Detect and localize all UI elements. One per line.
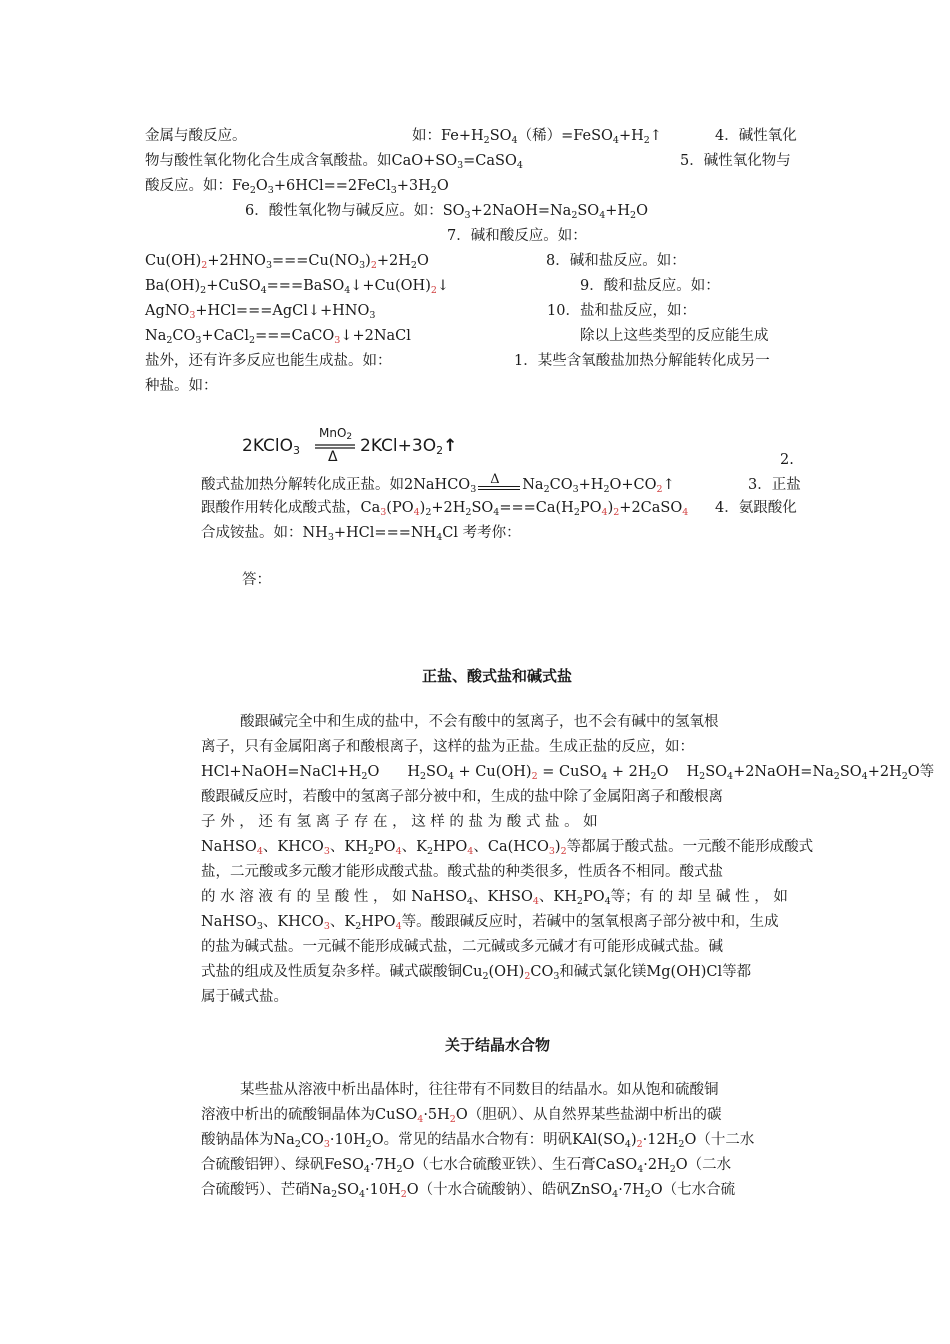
section-title-hydrates: 关于结晶水合物 [445, 1036, 551, 1054]
paragraph-line: $HCl+NaOH=NaCl+H_2O$ $H_2SO_4 + Cu(OH)_2$ = CuSO$_4$ + $2H_2O$ $H_2SO_4+2NaOH=Na_2SO_4+2H_2O$等 [201, 764, 935, 782]
text-line-1b: 如：$Fe+H_2SO_4$（稀）$=FeSO_4+H_2↑$ [412, 128, 662, 146]
text-line-10b: 1．某些含氧酸盐加热分解能转化成另一 [514, 353, 770, 369]
answer-label: 答： [242, 572, 271, 588]
paragraph-line: 合硫酸铝钾）、绿矾$FeSO_4\cdot 7H_2O$（七水合硫酸亚铁）、生石膏$CaSO_4\cdot 2H_2O$（二水 [201, 1157, 732, 1175]
text-line-3: 酸反应。如：$Fe_2O_3+6HCl==2FeCl_3+3H_2O$ [145, 178, 449, 196]
text-line-1c: 4．碱性氧化 [715, 128, 797, 144]
paragraph-line: 某些盐从溶液中析出晶体时，往往带有不同数目的结晶水。如从饱和硫酸铜 [240, 1082, 719, 1098]
paragraph-line: 的 水 溶 液 有 的 呈 酸 性 ， 如 NaHSO$_4$、$KHSO_4$、$KH_2PO_4$等；有 的 却 呈 碱 性 ， 如 [201, 889, 788, 907]
text-line-m1: 酸式盐加热分解转化成正盐。如2NaHCO$_3$ Δ $Na_2CO_3+H_2O+CO_2↑$ [201, 472, 675, 495]
paragraph-line: 属于碱式盐。 [201, 989, 288, 1005]
text-line-1a: 金属与酸反应。 [145, 128, 247, 144]
text-line-4: 6．酸性氧化物与碱反应。如：$SO_3+2NaOH=Na_2SO_4+H_2O$ [245, 203, 648, 221]
paragraph-line: 盐，二元酸或多元酸才能形成酸式盐。酸式盐的种类很多，性质各不相同。酸式盐 [201, 864, 723, 880]
text-line-8r: 10．盐和盐反应，如： [547, 303, 696, 319]
text-line-2a: 物与酸性氧化物化合生成含氧酸盐。如$CaO+SO_3=CaSO_4$ [145, 153, 523, 171]
equation-left: 2KClO3 [242, 436, 301, 457]
paragraph-line: 式盐的组成及性质复杂多样。碱式碳酸铜$Cu_2(OH)_2CO_3$和碱式氯化镁Mg(OH)Cl等都 [201, 964, 752, 982]
paragraph-line: 的盐为碱式盐。一元碱不能形成碱式盐，二元碱或多元碱才有可能形成碱式盐。碱 [201, 939, 723, 955]
equation-right: 2KCl+3O2↑ [360, 436, 458, 457]
text-line-10a: 盐外，还有许多反应也能生成盐。如： [145, 353, 392, 369]
paragraph-line: 离子，只有金属阳离子和酸根离子，这样的盐为正盐。生成正盐的反应，如： [201, 739, 694, 755]
decomposition-equation [242, 428, 502, 468]
text-line-m3: 合成铵盐。如：$NH_3+HCl===NH_4Cl$ 考考你： [201, 525, 521, 543]
text-line-2b: 5．碱性氧化物与 [680, 153, 791, 169]
text-line-5: 7．碱和酸反应。如： [447, 228, 587, 244]
heat-arrow: Δ [476, 476, 522, 494]
text-line-9r: 除以上这些类型的反应能生成 [580, 328, 769, 344]
text-line-9: $Na_2CO_3+CaCl_2===CaCO_3↓+2NaCl$ [145, 328, 411, 346]
text-line-6: $Cu(OH)_2+2HNO_3===Cu(NO_3)_2+2H_2O$ [145, 253, 429, 271]
paragraph-line: 酸跟碱完全中和生成的盐中，不会有酸中的氢离子，也不会有碱中的氢氧根 [240, 714, 719, 730]
equation-heat: Δ [328, 449, 338, 465]
text-line-7: $Ba(OH)_2+CuSO_4===BaSO_4↓+Cu(OH)_2↓$ [145, 278, 450, 296]
paragraph-line: 酸钠晶体为$Na_2CO_3\cdot 10H_2O$。常见的结晶水合物有：明矾$KAl(SO_4)_2\cdot 12H_2O$（十二水 [201, 1132, 755, 1150]
equation-catalyst: MnO2 [319, 426, 353, 442]
paragraph-line: 溶液中析出的硫酸铜晶体为$CuSO_4\cdot 5H_2O$（胆矾）、从自然界某些盐湖中析出的碳 [201, 1107, 722, 1125]
paragraph-line: 子 外 ， 还 有 氢 离 子 存 在 ， 这 样 的 盐 为 酸 式 盐 。 如 [201, 814, 598, 830]
section-title-salts: 正盐、酸式盐和碱式盐 [422, 667, 573, 685]
text-line-7r: 9．酸和盐反应。如： [580, 278, 720, 294]
paragraph-line: NaHSO$_3$、$KHCO_3$、$K_2HPO_4$等。酸跟碱反应时，若碱中的氢氧根离子部分被中和，生成 [201, 914, 779, 932]
text-line-6r: 8．碱和盐反应。如： [546, 253, 686, 269]
text-line-8: $AgNO_3+HCl===AgCl↓+HNO_3$ [145, 303, 376, 321]
text-line-m1r: 3．正盐 [748, 477, 801, 493]
text-line-m2: 跟酸作用转化成酸式盐，$Ca_3(PO_4)_2+2H_2SO_4===Ca(H_2PO_4)_2+2CaSO_4$ [201, 500, 689, 518]
paragraph-line: 酸跟碱反应时，若酸中的氢离子部分被中和，生成的盐中除了金属阳离子和酸根离 [201, 789, 723, 805]
text-line-11: 种盐。如： [145, 378, 218, 394]
paragraph-line: NaHSO$_4$、$KHCO_3$、$KH_2PO_4$、$K_2HPO_4$、$Ca(HCO_3)_2$等都属于酸式盐。一元酸不能形成酸式 [201, 839, 814, 857]
paragraph-line: 合硫酸钙）、芒硝$Na_2SO_4\cdot 10H_2O$（十水合硫酸钠）、皓矾$ZnSO_4\cdot 7H_2O$（七水合硫 [201, 1182, 736, 1200]
text-line-m2r: 4．氨跟酸化 [715, 500, 797, 516]
item-number-2: 2. [780, 452, 794, 468]
